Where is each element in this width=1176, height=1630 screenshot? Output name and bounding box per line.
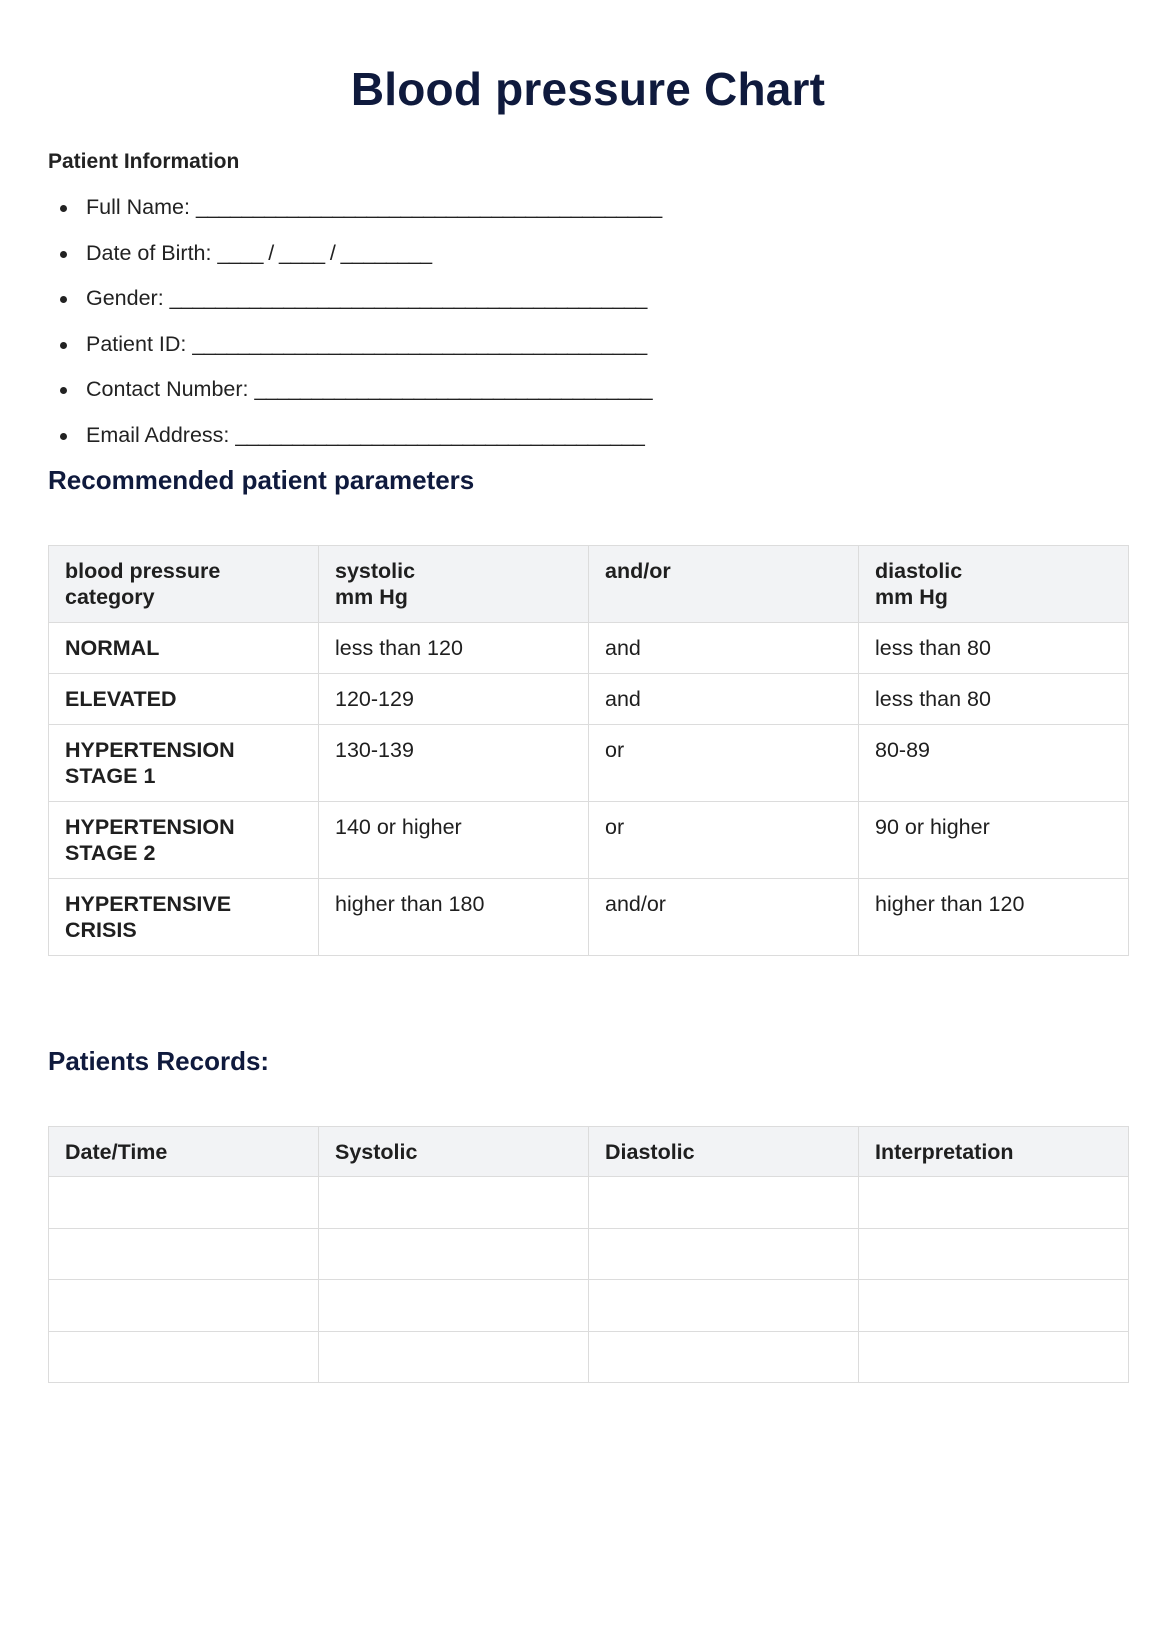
table-row <box>49 1331 1129 1383</box>
patient-info-list <box>48 190 662 464</box>
field-contact-number[interactable] <box>48 372 662 418</box>
diastolic-cell: 90 or higher <box>859 802 1129 879</box>
diastolic-cell: less than 80 <box>859 674 1129 725</box>
table-row <box>49 674 1129 725</box>
field-label: Patient ID: <box>86 331 187 356</box>
table-header-row <box>49 546 1129 623</box>
bullet-icon <box>60 342 67 349</box>
fill-line[interactable]: ___________________________________ <box>254 377 653 402</box>
field-label: Full Name: <box>86 195 190 219</box>
table-row <box>49 725 1129 802</box>
col-header-systolic: Systolic <box>319 1127 589 1177</box>
andor-cell: or <box>589 725 859 802</box>
interpretation-input-cell[interactable] <box>859 1280 1129 1332</box>
datetime-input-cell[interactable] <box>49 1331 319 1383</box>
col-header-category: blood pressure category <box>49 546 319 623</box>
diastolic-input-cell[interactable] <box>589 1331 859 1383</box>
bullet-icon <box>60 251 67 258</box>
fill-line[interactable]: ________________________________________ <box>192 331 647 356</box>
field-date-of-birth[interactable] <box>48 236 662 282</box>
diastolic-input-cell[interactable] <box>589 1177 859 1229</box>
andor-cell: or <box>589 802 859 879</box>
field-label: Contact Number: <box>86 377 249 402</box>
systolic-cell: higher than 180 <box>319 879 589 956</box>
fill-line[interactable]: ____ / ____ / ________ <box>217 240 432 265</box>
systolic-cell: 130-139 <box>319 725 589 802</box>
systolic-cell: 140 or higher <box>319 802 589 879</box>
category-cell: ELEVATED <box>49 674 319 725</box>
bullet-icon <box>60 296 67 303</box>
fill-line[interactable]: __________________________________________ <box>169 286 647 311</box>
table-row <box>49 1177 1129 1229</box>
datetime-input-cell[interactable] <box>49 1228 319 1280</box>
diastolic-input-cell[interactable] <box>589 1280 859 1332</box>
table-row <box>49 623 1129 674</box>
andor-cell: and/or <box>589 879 859 956</box>
diastolic-cell: less than 80 <box>859 623 1129 674</box>
field-patient-id[interactable] <box>48 327 662 373</box>
field-label: Email Address: <box>86 422 230 447</box>
interpretation-input-cell[interactable] <box>859 1177 1129 1229</box>
field-gender[interactable] <box>48 281 662 327</box>
systolic-cell: 120-129 <box>319 674 589 725</box>
andor-cell: and <box>589 674 859 725</box>
col-header-diastolic: Diastolic <box>589 1127 859 1177</box>
systolic-input-cell[interactable] <box>319 1228 589 1280</box>
bullet-icon <box>60 205 67 212</box>
diastolic-cell: 80-89 <box>859 725 1129 802</box>
systolic-input-cell[interactable] <box>319 1177 589 1229</box>
col-header-interpretation: Interpretation <box>859 1127 1129 1177</box>
diastolic-input-cell[interactable] <box>589 1228 859 1280</box>
col-header-systolic: systolic mm Hg <box>319 546 589 623</box>
field-label: Date of Birth: <box>86 240 212 265</box>
category-cell: HYPERTENSION STAGE 2 <box>49 802 319 879</box>
parameters-heading: Recommended patient parameters <box>48 465 475 495</box>
records-heading: Patients Records: <box>48 1046 270 1076</box>
table-row <box>49 1280 1129 1332</box>
col-header-andor: and/or <box>589 546 859 623</box>
diastolic-cell: higher than 120 <box>859 879 1129 956</box>
fill-line[interactable]: ____________________________________ <box>235 422 645 447</box>
col-header-datetime: Date/Time <box>49 1127 319 1177</box>
table-row <box>49 879 1129 956</box>
category-cell: HYPERTENSION STAGE 1 <box>49 725 319 802</box>
systolic-cell: less than 120 <box>319 623 589 674</box>
category-cell: HYPERTENSIVE CRISIS <box>49 879 319 956</box>
interpretation-input-cell[interactable] <box>859 1331 1129 1383</box>
interpretation-input-cell[interactable] <box>859 1228 1129 1280</box>
page-title: Blood pressure Chart <box>350 63 826 115</box>
table-header-row <box>49 1127 1129 1177</box>
field-full-name[interactable] <box>48 190 662 236</box>
parameters-table <box>48 545 1129 956</box>
field-label: Gender: <box>86 286 164 311</box>
fill-line[interactable]: _________________________________________ <box>195 195 662 219</box>
table-row <box>49 1228 1129 1280</box>
col-header-diastolic: diastolic mm Hg <box>859 546 1129 623</box>
field-email-address[interactable] <box>48 418 662 464</box>
bullet-icon <box>60 433 67 440</box>
systolic-input-cell[interactable] <box>319 1331 589 1383</box>
patient-info-heading: Patient Information <box>48 150 240 173</box>
datetime-input-cell[interactable] <box>49 1280 319 1332</box>
table-row <box>49 802 1129 879</box>
andor-cell: and <box>589 623 859 674</box>
category-cell: NORMAL <box>49 623 319 674</box>
datetime-input-cell[interactable] <box>49 1177 319 1229</box>
bullet-icon <box>60 387 67 394</box>
records-table <box>48 1126 1129 1383</box>
systolic-input-cell[interactable] <box>319 1280 589 1332</box>
